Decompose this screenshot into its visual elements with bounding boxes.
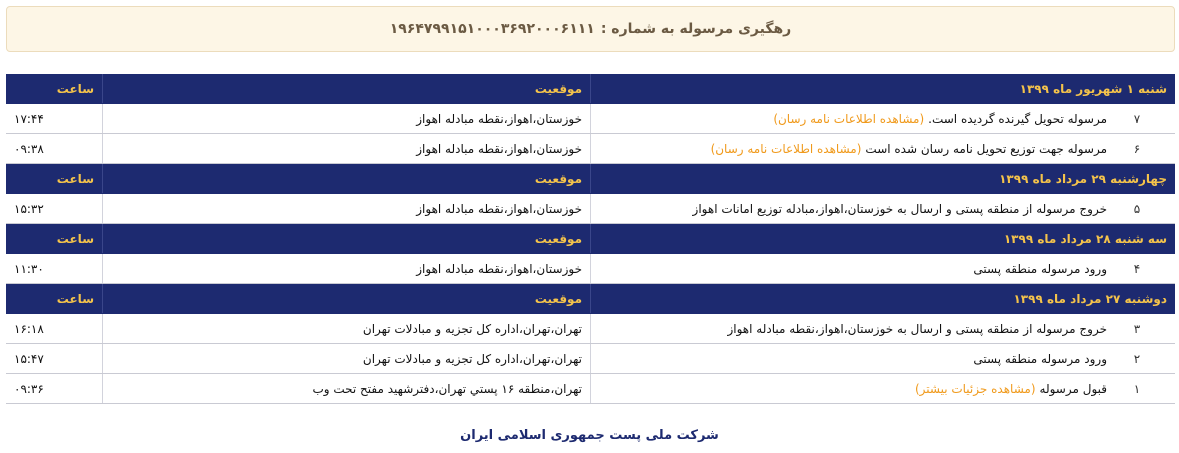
description-cell [590,134,1175,163]
tracking-title: رهگیری مرسوله به شماره : [600,21,792,37]
tracking-table [6,74,1175,404]
table-row [6,374,1175,404]
row-description: خروج مرسوله از منطقه پستی و ارسال به خوزستان،اهواز،مبادله توزیع امانات اهواز [692,201,1107,216]
row-index: ۵ [1133,201,1141,216]
time-cell: ۰۹:۳۸ [14,141,44,156]
time-cell: ۱۵:۴۷ [14,351,44,366]
details-link[interactable]: (مشاهده اطلاعات نامه رسان) [773,111,925,126]
location-column-header: موقعیت [102,164,590,193]
time-cell: ۱۶:۱۸ [14,321,44,336]
location-cell: خوزستان،اهواز،نقطه مبادله اهواز [102,104,590,133]
time-column-header: ساعت [56,231,94,246]
location-cell: تهران،منطقه ۱۶ پستي تهران،دفترشهید مفتح تحت وب [102,374,590,403]
row-description: ورود مرسوله منطقه پستی [973,261,1107,276]
date-group-header [6,164,1175,194]
row-index: ۶ [1133,141,1141,156]
location-cell: تهران،تهران،اداره کل تجزیه و مبادلات تهران [102,314,590,343]
location-cell: خوزستان،اهواز،نقطه مبادله اهواز [102,254,590,283]
group-date: شنبه ۱ شهریور ماه ۱۳۹۹ [590,74,1175,103]
footer-company-name: شرکت ملی پست جمهوری اسلامی ایران [460,428,719,443]
group-date: دوشنبه ۲۷ مرداد ماه ۱۳۹۹ [590,284,1175,313]
tracking-banner [6,6,1175,52]
table-row [6,104,1175,134]
row-description: مرسوله جهت توزیع تحویل نامه رسان شده است [865,141,1107,156]
table-row [6,134,1175,164]
table-row [6,194,1175,224]
location-column-header: موقعیت [102,284,590,313]
row-index: ۳ [1133,321,1141,336]
date-group-header [6,224,1175,254]
group-date: چهارشنبه ۲۹ مرداد ماه ۱۳۹۹ [590,164,1175,193]
group-date: سه شنبه ۲۸ مرداد ماه ۱۳۹۹ [590,224,1175,253]
table-row [6,254,1175,284]
location-cell: تهران،تهران،اداره کل تجزیه و مبادلات تهران [102,344,590,373]
row-index: ۴ [1133,261,1141,276]
tracking-number: ۱۹۶۴۷۹۹۱۵۱۰۰۰۳۶۹۲۰۰۰۶۱۱۱ [389,21,595,37]
date-group-header [6,284,1175,314]
location-cell: خوزستان،اهواز،نقطه مبادله اهواز [102,194,590,223]
description-cell [590,374,1175,403]
description-cell [590,344,1175,373]
row-index: ۷ [1133,111,1141,126]
location-cell: خوزستان،اهواز،نقطه مبادله اهواز [102,134,590,163]
row-description: ورود مرسوله منطقه پستی [973,351,1107,366]
description-cell [590,254,1175,283]
time-column-header: ساعت [56,291,94,306]
time-column-header: ساعت [56,81,94,96]
table-row [6,344,1175,374]
table-row [6,314,1175,344]
description-cell [590,194,1175,223]
row-description: مرسوله تحویل گیرنده گردیده است. [928,111,1107,126]
row-index: ۱ [1133,381,1141,396]
location-column-header: موقعیت [102,224,590,253]
time-column-header: ساعت [56,171,94,186]
row-description: خروج مرسوله از منطقه پستی و ارسال به خوزستان،اهواز،نقطه مبادله اهواز [727,321,1107,336]
time-cell: ۱۱:۳۰ [14,261,44,276]
details-link[interactable]: (مشاهده اطلاعات نامه رسان) [710,141,862,156]
row-description: قبول مرسوله [1039,381,1107,396]
location-column-header: موقعیت [102,74,590,103]
date-group-header [6,74,1175,104]
time-cell: ۱۵:۳۲ [14,201,44,216]
details-link[interactable]: (مشاهده جزئیات بیشتر) [914,381,1036,396]
description-cell [590,314,1175,343]
time-cell: ۰۹:۳۶ [14,381,44,396]
description-cell [590,104,1175,133]
time-cell: ۱۷:۴۴ [14,111,44,126]
row-index: ۲ [1133,351,1141,366]
